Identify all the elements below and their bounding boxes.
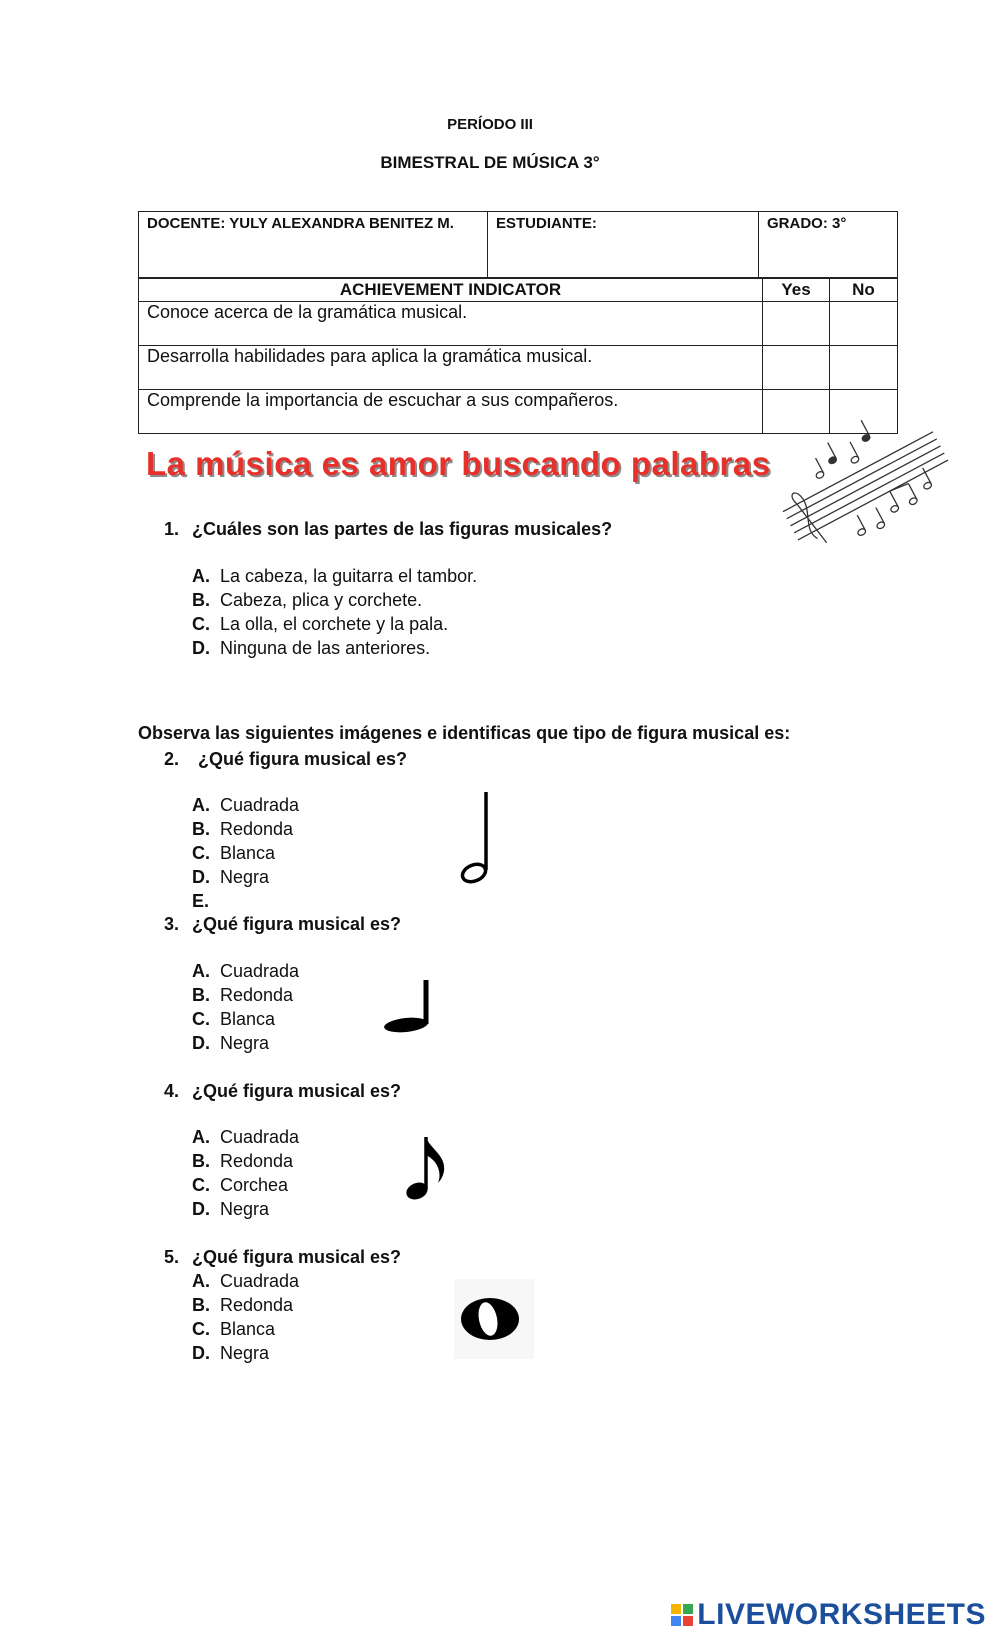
q3-option-c[interactable]: C. Blanca <box>192 1009 276 1029</box>
q2-option-b[interactable]: B. Redonda <box>192 819 294 839</box>
yes-checkbox-cell[interactable] <box>763 346 830 390</box>
yes-header: Yes <box>763 278 830 302</box>
q2-option-d[interactable]: D. Negra <box>192 867 270 887</box>
motto-heading: La música es amor buscando palabras <box>146 445 771 482</box>
quarter-note-icon <box>376 978 436 1038</box>
q2-option-a[interactable]: A. Cuadrada <box>192 795 300 815</box>
q1-option-b[interactable]: B. Cabeza, plica y corchete. <box>192 590 423 610</box>
student-cell[interactable]: ESTUDIANTE: <box>488 212 759 279</box>
question-5: 5. ¿Qué figura musical es? <box>164 1247 402 1267</box>
logo-square-icon <box>671 1604 681 1614</box>
periodo-label: PERÍODO III <box>447 116 533 133</box>
yes-checkbox-cell[interactable] <box>763 302 830 346</box>
question-2: 2. ¿Qué figura musical es? <box>164 749 408 769</box>
q3-option-d[interactable]: D. Negra <box>192 1033 270 1053</box>
achievement-header: ACHIEVEMENT INDICATOR <box>139 278 763 302</box>
q3-option-b[interactable]: B. Redonda <box>192 985 294 1005</box>
teacher-cell: DOCENTE: YULY ALEXANDRA BENITEZ M. <box>139 212 488 279</box>
no-checkbox-cell[interactable] <box>830 302 898 346</box>
q2-option-e[interactable]: E. <box>192 891 210 911</box>
q3-option-a[interactable]: A. Cuadrada <box>192 961 300 981</box>
q1-option-d[interactable]: D. Ninguna de las anteriores. <box>192 638 431 658</box>
brand-name: LIVEWORKSHEETS <box>697 1598 986 1631</box>
grade-cell: GRADO: 3° <box>759 212 898 279</box>
q2-option-c[interactable]: C. Blanca <box>192 843 276 863</box>
q4-option-a[interactable]: A. Cuadrada <box>192 1127 300 1147</box>
half-note-icon <box>458 790 498 890</box>
q5-option-c[interactable]: C. Blanca <box>192 1319 276 1339</box>
question-4: 4. ¿Qué figura musical es? <box>164 1081 402 1101</box>
achievement-row: Conoce acerca de la gramática musical. <box>139 302 763 346</box>
page-title: BIMESTRAL DE MÚSICA 3° <box>380 153 600 172</box>
question-1: 1. ¿Cuáles son las partes de las figuras musicales? <box>164 519 613 539</box>
achievement-row: Comprende la importancia de escuchar a sus compañeros. <box>139 390 763 434</box>
logo-square-icon <box>683 1604 693 1614</box>
instruction-text: Observa las siguientes imágenes e identificas que tipo de figura musical es: <box>138 723 791 743</box>
footer-brand <box>671 1598 986 1632</box>
q4-option-c[interactable]: C. Corchea <box>192 1175 289 1195</box>
logo-square-icon <box>683 1616 693 1626</box>
liveworksheets-logo-icon <box>671 1604 693 1626</box>
whole-note-icon <box>454 1279 534 1359</box>
q4-option-d[interactable]: D. Negra <box>192 1199 270 1219</box>
q5-option-b[interactable]: B. Redonda <box>192 1295 294 1315</box>
info-table <box>138 211 898 279</box>
music-staff-illustration <box>780 400 950 565</box>
q5-option-d[interactable]: D. Negra <box>192 1343 270 1363</box>
logo-square-icon <box>671 1616 681 1626</box>
question-3: 3. ¿Qué figura musical es? <box>164 914 402 934</box>
no-header: No <box>830 278 898 302</box>
eighth-note-icon <box>404 1135 454 1205</box>
no-checkbox-cell[interactable] <box>830 346 898 390</box>
q1-option-a[interactable]: A. La cabeza, la guitarra el tambor. <box>192 566 478 586</box>
q5-option-a[interactable]: A. Cuadrada <box>192 1271 300 1291</box>
q1-option-c[interactable]: C. La olla, el corchete y la pala. <box>192 614 449 634</box>
achievement-row: Desarrolla habilidades para aplica la gramática musical. <box>139 346 763 390</box>
q4-option-b[interactable]: B. Redonda <box>192 1151 294 1171</box>
